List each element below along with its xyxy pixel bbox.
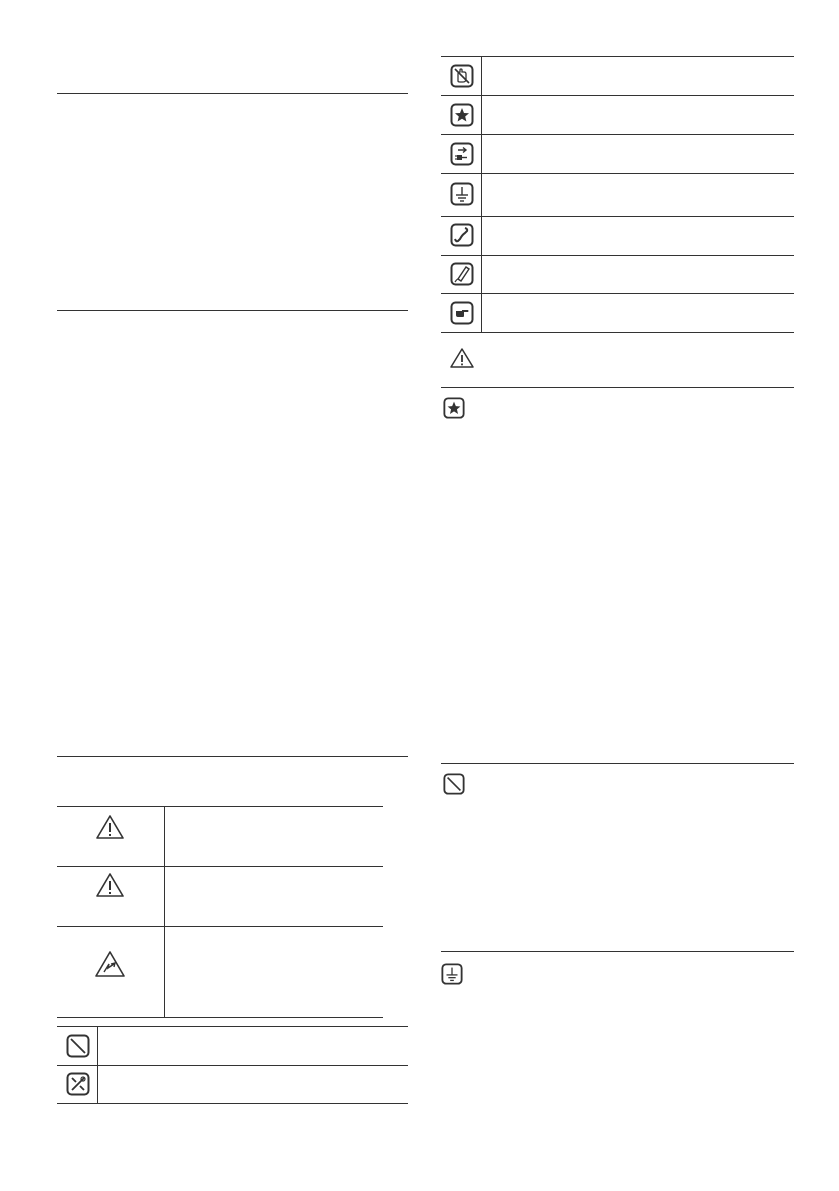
- electric-shock-triangle-icon: [94, 950, 126, 978]
- do-not-disassemble-icon: [66, 1072, 90, 1096]
- prohibited-icon: [66, 1034, 90, 1058]
- section-divider-3: [57, 756, 408, 757]
- warning-triangle-icon: [449, 347, 475, 369]
- star-icon: [450, 103, 474, 127]
- star-icon: [443, 397, 465, 419]
- caution-triangle-icon: [95, 872, 125, 898]
- section-divider-1: [57, 93, 408, 94]
- call-service-icon: [450, 223, 474, 247]
- section-divider-2: [57, 310, 408, 311]
- note-pen-icon: [450, 262, 474, 286]
- section-divider-4: [441, 763, 794, 764]
- section-divider-5: [441, 951, 794, 952]
- do-not-touch-icon: [450, 64, 474, 88]
- prohibited-icon: [443, 773, 465, 795]
- ground-icon: [441, 963, 463, 985]
- pointing-hand-icon: [450, 301, 474, 325]
- ground-icon: [450, 182, 474, 206]
- warning-triangle-icon: [95, 814, 125, 840]
- unplug-icon: [450, 142, 474, 166]
